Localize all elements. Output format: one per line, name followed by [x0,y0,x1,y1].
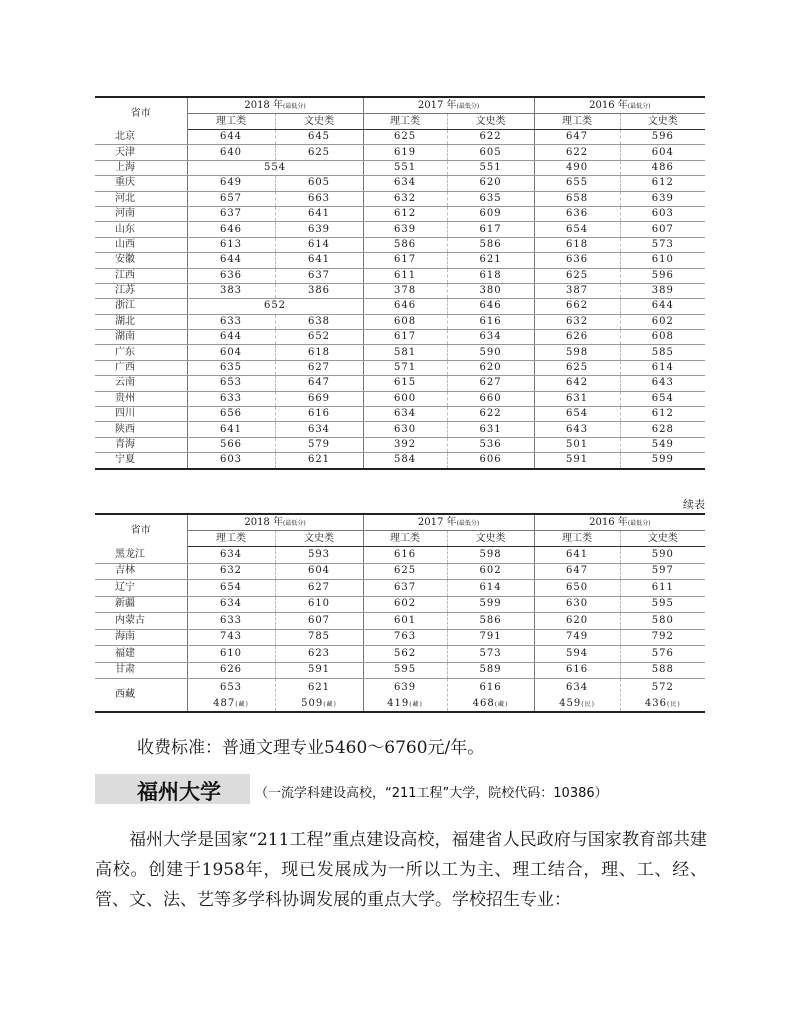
score-cell: 601 [363,613,447,630]
score-cell: 606 [447,453,534,469]
year-header-2018: 2018 年(最低分) [187,97,363,114]
province-cell: 内蒙古 [95,613,187,630]
score-value: 616 [479,682,502,693]
sci-header: 理工类 [187,531,275,547]
score-cell: 654 [620,391,705,406]
province-cell: 辽宁 [95,580,187,597]
province-cell: 甘肃 [95,662,187,679]
score-cell: 654 [534,407,620,422]
table-row [95,422,705,437]
sub-score-tag: (藏) [235,701,249,708]
table-row [95,580,705,597]
table-row [95,613,705,630]
score-cell: 654 [187,580,275,597]
score-cell: 639 [620,191,705,206]
province-cell: 贵州 [95,391,187,406]
score-cell: 623 [275,646,363,663]
score-cell: 621 [447,253,534,268]
table-row [95,130,705,145]
table-row [95,253,705,268]
score-cell: 656 [187,407,275,422]
score-cell: 486 [620,160,705,175]
score-cell: 791 [447,629,534,646]
score-cell-stacked [447,679,534,713]
score-cell: 591 [275,662,363,679]
score-cell: 610 [187,646,275,663]
score-cell: 637 [275,268,363,283]
table-row [95,191,705,206]
score-cell: 616 [363,547,447,564]
score-cell: 617 [363,330,447,345]
score-cell: 630 [534,596,620,613]
score-cell: 551 [363,160,447,175]
merged-score-cell: 554 [187,160,363,175]
score-cell: 647 [534,563,620,580]
score-cell: 607 [275,613,363,630]
province-cell: 重庆 [95,176,187,191]
score-cell: 602 [620,314,705,329]
score-value: 639 [393,682,417,693]
score-cell: 595 [620,596,705,613]
table-row [95,314,705,329]
score-cell: 622 [447,407,534,422]
score-cell: 641 [534,547,620,564]
sub-score [473,699,509,709]
score-cell: 591 [534,453,620,469]
lib-header: 文史类 [275,114,363,130]
score-cell: 614 [620,360,705,375]
score-cell: 608 [363,314,447,329]
table-row [95,547,705,564]
score-cell: 628 [620,422,705,437]
province-cell: 浙江 [95,299,187,314]
score-cell: 594 [534,646,620,663]
sub-score-value: 419 [387,698,410,709]
score-cell: 590 [447,345,534,360]
score-cell: 626 [187,662,275,679]
score-cell: 609 [447,206,534,221]
province-cell: 山西 [95,237,187,252]
province-cell: 广东 [95,345,187,360]
score-cell: 631 [534,391,620,406]
score-cell-stacked [363,679,447,713]
score-cell: 630 [363,422,447,437]
score-cell: 387 [534,283,620,298]
score-cell: 655 [534,176,620,191]
sci-header: 理工类 [534,114,620,130]
score-cell: 638 [275,314,363,329]
admission-score-table-continued [95,513,705,713]
score-cell: 602 [447,563,534,580]
score-cell: 612 [363,206,447,221]
score-cell: 653 [187,376,275,391]
sub-score [213,699,249,709]
table-row [95,268,705,283]
sub-score [387,699,423,709]
score-cell: 639 [363,222,447,237]
score-cell: 610 [275,596,363,613]
year-header-2018: 2018 年(最低分) [187,514,363,531]
score-cell: 636 [187,268,275,283]
score-cell: 611 [363,268,447,283]
year-header-2017: 2017 年(最低分) [363,514,534,531]
score-cell: 490 [534,160,620,175]
score-cell: 598 [447,547,534,564]
sci-header: 理工类 [534,531,620,547]
score-cell: 625 [363,563,447,580]
province-cell: 四川 [95,407,187,422]
score-cell: 596 [620,130,705,145]
score-cell: 612 [620,176,705,191]
score-cell: 645 [275,130,363,145]
score-cell: 501 [534,437,620,452]
score-cell: 378 [363,283,447,298]
province-cell: 北京 [95,130,187,145]
sub-score-value: 509 [301,698,324,709]
score-cell: 622 [447,130,534,145]
score-cell: 635 [187,360,275,375]
score-cell: 627 [275,360,363,375]
sub-score-tag: (藏) [409,701,423,708]
score-cell-stacked [187,679,275,713]
score-cell: 785 [275,629,363,646]
score-cell: 641 [275,206,363,221]
table-row [95,646,705,663]
score-cell: 614 [275,237,363,252]
sub-score-value: 487 [213,698,236,709]
score-cell: 612 [620,407,705,422]
score-cell: 763 [363,629,447,646]
table-row [95,453,705,469]
score-cell: 603 [187,453,275,469]
province-cell: 吉林 [95,563,187,580]
score-cell: 636 [534,206,620,221]
score-cell: 643 [620,376,705,391]
score-cell: 380 [447,283,534,298]
score-cell: 607 [620,222,705,237]
score-cell: 618 [534,237,620,252]
university-description: 福州大学是国家“211工程”重点建设高校，福建省人民政府与国家教育部共建高校。创建于1958年，现已发展成为一所以工为主、理工结合，理、工、经、管、文、法、艺等多学科协调发展的重点大学。学校招生专业： [95,830,707,910]
score-cell: 620 [447,176,534,191]
score-cell: 551 [447,160,534,175]
sub-score-value: 459 [559,698,582,709]
lib-header: 文史类 [620,114,705,130]
score-cell: 595 [363,662,447,679]
continued-label: 续表 [683,498,705,511]
sci-header: 理工类 [363,531,447,547]
score-cell: 618 [275,345,363,360]
table-row [95,330,705,345]
score-cell: 605 [275,176,363,191]
score-cell: 625 [363,130,447,145]
score-cell: 613 [187,237,275,252]
sci-header: 理工类 [187,114,275,130]
score-cell: 634 [363,176,447,191]
province-cell: 陕西 [95,422,187,437]
score-cell: 597 [620,563,705,580]
province-cell: 云南 [95,376,187,391]
score-cell: 647 [534,130,620,145]
score-cell: 616 [447,314,534,329]
score-cell: 585 [620,345,705,360]
score-cell: 660 [447,391,534,406]
table-row [95,376,705,391]
score-cell: 610 [620,253,705,268]
score-cell: 654 [534,222,620,237]
score-cell: 641 [187,422,275,437]
score-cell: 634 [187,547,275,564]
score-value: 572 [651,682,674,693]
table-row [95,206,705,221]
score-cell: 633 [187,314,275,329]
score-cell: 637 [187,206,275,221]
year-header-2017: 2017 年(最低分) [363,97,534,114]
score-cell: 617 [363,253,447,268]
sub-score-tag: (民) [666,701,681,708]
province-cell: 广西 [95,360,187,375]
province-cell: 西藏 [95,679,187,713]
score-cell: 646 [447,299,534,314]
score-cell: 611 [620,580,705,597]
table-row [95,222,705,237]
table-row [95,407,705,422]
score-cell: 620 [534,613,620,630]
score-cell: 663 [275,191,363,206]
score-cell: 652 [275,330,363,345]
province-cell: 湖南 [95,330,187,345]
admission-score-table [95,96,705,470]
score-cell: 579 [275,437,363,452]
score-cell: 644 [620,299,705,314]
score-cell: 602 [363,596,447,613]
score-cell: 743 [187,629,275,646]
score-cell: 646 [363,299,447,314]
score-cell: 392 [363,437,447,452]
score-cell: 580 [620,613,705,630]
sub-score [301,699,337,709]
sub-score-tag: (民) [581,701,595,708]
sub-score-value: 436 [644,698,667,709]
province-cell: 上海 [95,160,187,175]
score-cell: 632 [363,191,447,206]
score-cell: 649 [187,176,275,191]
score-cell: 634 [447,330,534,345]
score-cell: 562 [363,646,447,663]
score-cell: 617 [447,222,534,237]
province-header: 省市 [95,97,187,130]
sub-score-value: 468 [472,698,495,709]
score-cell: 619 [363,145,447,160]
score-cell: 627 [447,376,534,391]
score-cell: 571 [363,360,447,375]
score-cell: 658 [534,191,620,206]
score-cell: 625 [275,145,363,160]
table-row [95,237,705,252]
score-cell: 631 [447,422,534,437]
province-cell: 青海 [95,437,187,452]
score-cell: 389 [620,283,705,298]
university-subtitle: （一流学科建设高校，“211工程”大学，院校代码：10386） [255,786,608,801]
score-cell: 386 [275,283,363,298]
score-cell: 632 [187,563,275,580]
province-cell: 江西 [95,268,187,283]
score-cell: 626 [534,330,620,345]
score-cell: 644 [187,253,275,268]
score-cell: 669 [275,391,363,406]
score-cell: 576 [620,646,705,663]
sci-header: 理工类 [363,114,447,130]
score-cell: 586 [447,613,534,630]
score-cell: 588 [620,662,705,679]
score-cell: 622 [534,145,620,160]
year-header-2016: 2016 年(最低分) [534,514,705,531]
score-cell: 584 [363,453,447,469]
sub-score-tag: (藏) [494,701,509,708]
sub-score-tag: (藏) [323,701,337,708]
table-row [95,283,705,298]
province-cell: 湖北 [95,314,187,329]
score-cell: 598 [534,345,620,360]
score-cell: 604 [187,345,275,360]
score-cell: 614 [447,580,534,597]
score-cell: 621 [275,453,363,469]
score-cell: 599 [447,596,534,613]
sub-score [559,699,595,709]
table-row [95,299,705,314]
score-cell: 549 [620,437,705,452]
table-row [95,360,705,375]
score-cell: 662 [534,299,620,314]
score-cell-stacked [275,679,363,713]
province-cell: 山东 [95,222,187,237]
table-row [95,145,705,160]
score-cell: 644 [187,330,275,345]
score-cell: 647 [275,376,363,391]
score-cell: 593 [275,547,363,564]
score-cell: 599 [620,453,705,469]
university-title: 福州大学 [137,780,221,804]
score-cell: 634 [275,422,363,437]
province-cell: 宁夏 [95,453,187,469]
table-row [95,563,705,580]
score-cell: 605 [447,145,534,160]
score-cell: 644 [187,130,275,145]
province-header: 省市 [95,514,187,547]
score-cell: 536 [447,437,534,452]
score-cell: 573 [447,646,534,663]
province-cell: 新疆 [95,596,187,613]
score-cell: 634 [187,596,275,613]
merged-score-cell: 652 [187,299,363,314]
score-cell: 643 [534,422,620,437]
score-cell: 586 [447,237,534,252]
score-cell: 650 [534,580,620,597]
province-cell: 河北 [95,191,187,206]
score-cell: 641 [275,253,363,268]
score-cell: 589 [447,662,534,679]
score-cell: 625 [534,268,620,283]
score-cell: 634 [363,407,447,422]
score-value: 653 [219,682,243,693]
lib-header: 文史类 [275,531,363,547]
table-row [95,437,705,452]
score-cell: 633 [187,391,275,406]
score-cell: 627 [275,580,363,597]
table-row-tibet [95,679,705,713]
score-cell: 642 [534,376,620,391]
province-cell: 河南 [95,206,187,221]
table-row [95,629,705,646]
province-cell: 江苏 [95,283,187,298]
score-cell: 625 [534,360,620,375]
score-cell: 635 [447,191,534,206]
score-cell: 383 [187,283,275,298]
score-cell: 657 [187,191,275,206]
table-row [95,596,705,613]
score-cell: 615 [363,376,447,391]
score-cell: 616 [534,662,620,679]
score-cell: 632 [534,314,620,329]
score-cell: 637 [363,580,447,597]
score-cell: 633 [187,613,275,630]
score-cell: 581 [363,345,447,360]
score-cell: 573 [620,237,705,252]
table-row [95,662,705,679]
score-cell: 640 [187,145,275,160]
province-cell: 福建 [95,646,187,663]
score-cell: 604 [275,563,363,580]
score-cell: 600 [363,391,447,406]
score-cell: 749 [534,629,620,646]
score-cell: 620 [447,360,534,375]
year-header-2016: 2016 年(最低分) [534,97,705,114]
score-cell: 603 [620,206,705,221]
table-row [95,391,705,406]
lib-header: 文史类 [447,114,534,130]
score-value: 621 [307,682,331,693]
score-cell: 566 [187,437,275,452]
table-row [95,160,705,175]
score-cell: 616 [275,407,363,422]
province-cell: 安徽 [95,253,187,268]
score-cell: 618 [447,268,534,283]
score-cell: 596 [620,268,705,283]
score-cell-stacked [534,679,620,713]
province-cell: 天津 [95,145,187,160]
score-cell: 604 [620,145,705,160]
score-value: 634 [565,682,589,693]
sub-score [645,699,681,709]
score-cell: 792 [620,629,705,646]
score-cell: 608 [620,330,705,345]
lib-header: 文史类 [447,531,534,547]
fee-standard: 收费标准：普通文理专业5460～6760元/年。 [137,738,485,758]
score-cell: 590 [620,547,705,564]
score-cell: 639 [275,222,363,237]
score-cell-stacked [620,679,705,713]
table-row [95,345,705,360]
table-row [95,176,705,191]
lib-header: 文史类 [620,531,705,547]
province-cell: 海南 [95,629,187,646]
score-cell: 646 [187,222,275,237]
score-cell: 636 [534,253,620,268]
province-cell: 黑龙江 [95,547,187,564]
score-cell: 586 [363,237,447,252]
